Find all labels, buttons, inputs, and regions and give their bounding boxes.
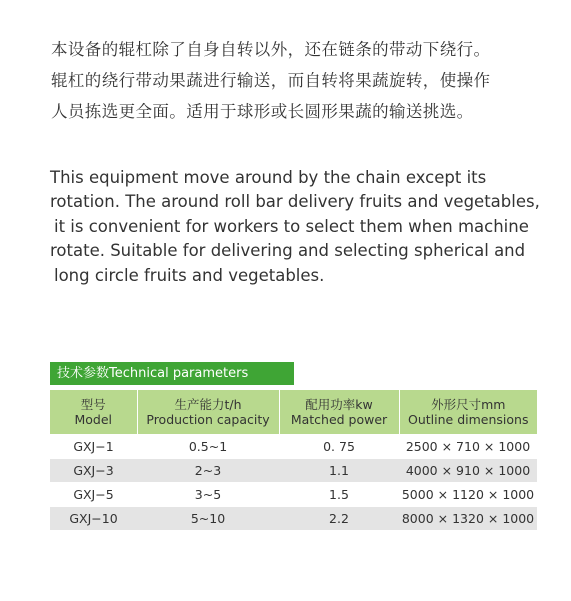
- technical-parameters-table: [50, 390, 537, 531]
- intro-english-line: rotation. The around roll bar delivery fruits and vegetables,: [50, 192, 540, 212]
- cell-model: GXJ−3: [50, 459, 137, 483]
- header-production-capacity: [137, 390, 279, 435]
- intro-chinese-line: 人员拣选更全面。适用于球形或长圆形果蔬的输送挑选。: [51, 102, 474, 121]
- cell-model: GXJ−5: [50, 483, 137, 507]
- header-matched-power: [279, 390, 399, 435]
- cell-power: 1.1: [279, 459, 399, 483]
- header-capacity-en: Production capacity: [146, 412, 270, 427]
- intro-chinese-line: 本设备的辊杠除了自身自转以外，还在链条的带动下绕行。: [51, 40, 491, 59]
- header-dimensions-en: Outline dimensions: [408, 412, 529, 427]
- header-model: [50, 390, 137, 435]
- header-power-zh: 配用功率kw: [305, 397, 373, 412]
- intro-english-line: This equipment move around by the chain except its: [50, 168, 487, 187]
- cell-capacity: 3~5: [137, 483, 279, 507]
- table-row: [50, 435, 537, 459]
- cell-model: GXJ−1: [50, 435, 137, 459]
- table-row: [50, 483, 537, 507]
- header-model-zh: 型号: [80, 397, 106, 412]
- cell-dimensions: 8000 × 1320 × 1000: [399, 507, 537, 531]
- table-header-row: [50, 390, 537, 435]
- cell-dimensions: 2500 × 710 × 1000: [399, 435, 537, 459]
- cell-capacity: 5~10: [137, 507, 279, 531]
- header-capacity-zh: 生产能力t/h: [174, 397, 242, 412]
- cell-power: 1.5: [279, 483, 399, 507]
- intro-chinese-line: 辊杠的绕行带动果蔬进行输送，而自转将果蔬旋转，使操作: [51, 71, 491, 90]
- cell-capacity: 2~3: [137, 459, 279, 483]
- cell-dimensions: 5000 × 1120 × 1000: [399, 483, 537, 507]
- cell-model: GXJ−10: [50, 507, 137, 531]
- technical-parameters-title: 技术参数Technical parameters: [50, 362, 294, 385]
- cell-capacity: 0.5~1: [137, 435, 279, 459]
- header-power-en: Matched power: [290, 412, 388, 427]
- header-model-en: Model: [74, 412, 113, 427]
- intro-english-line: it is convenient for workers to select them when machine: [54, 216, 529, 236]
- header-outline-dimensions: [399, 390, 537, 435]
- cell-power: 2.2: [279, 507, 399, 531]
- intro-chinese-paragraph: [51, 34, 551, 127]
- cell-dimensions: 4000 × 910 × 1000: [399, 459, 537, 483]
- intro-english-paragraph: [50, 166, 550, 288]
- cell-power: 0. 75: [279, 435, 399, 459]
- intro-english-line: rotate. Suitable for delivering and selecting spherical and: [50, 241, 526, 261]
- intro-english-line: long circle fruits and vegetables.: [54, 265, 325, 285]
- table-row: [50, 507, 537, 531]
- header-dimensions-zh: 外形尺寸mm: [431, 397, 506, 412]
- table-row: [50, 459, 537, 483]
